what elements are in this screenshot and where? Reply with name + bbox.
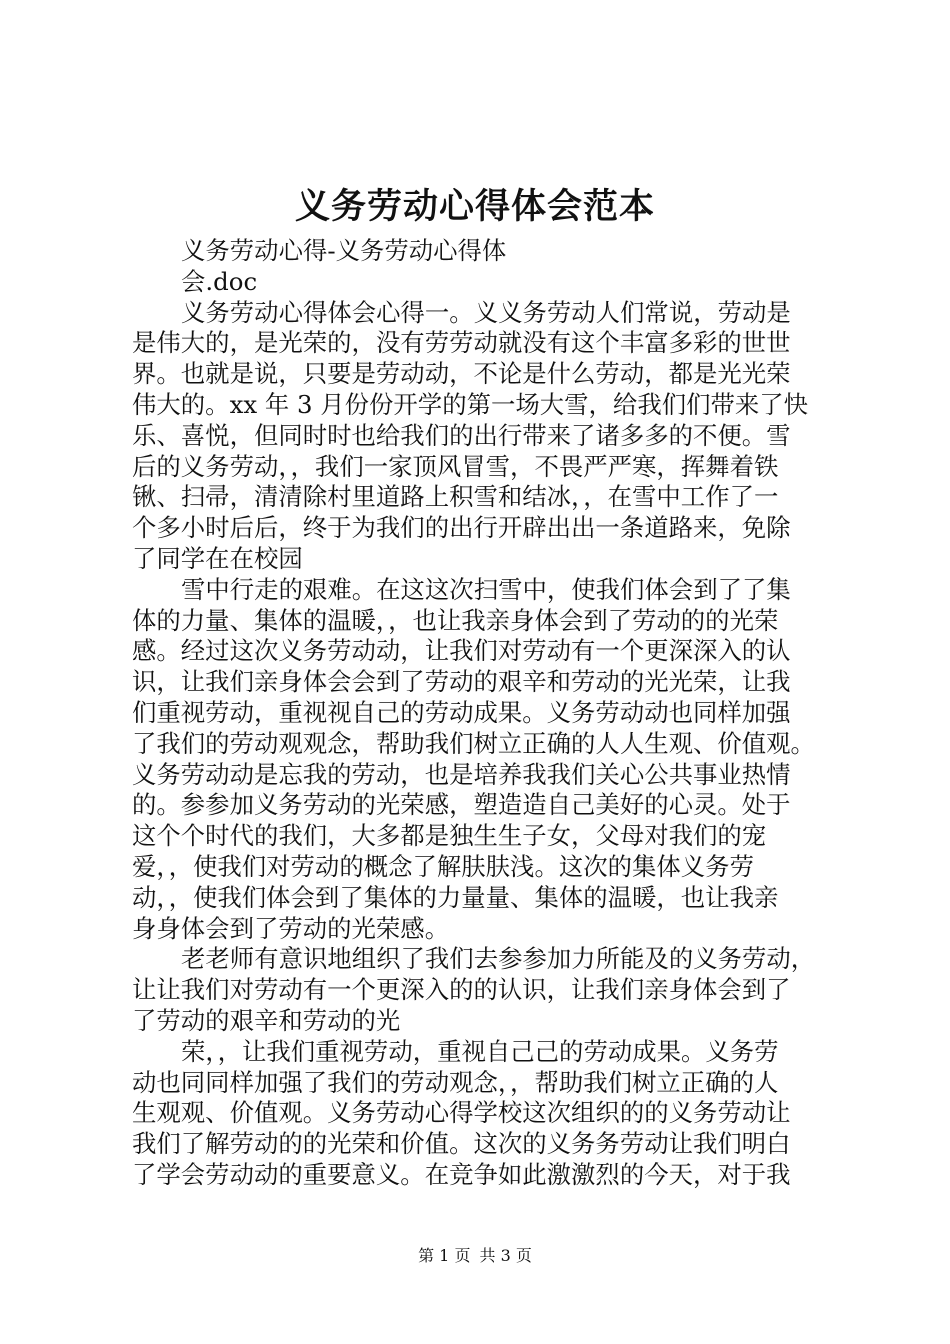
body-line: 动也同同样加强了我们的劳动观念，，帮助我们树立正确的人 xyxy=(132,1067,779,1097)
body-line: 雪中行走的艰难。在这这次扫雪中，使我们体会到了了集 xyxy=(181,574,791,604)
body-line: 界。也就是说，只要是劳动动，不论是什么劳动，都是光光荣 xyxy=(132,359,791,389)
body-line: 身身体会到了劳动的光荣感。 xyxy=(132,913,450,943)
body-line: 们重视劳动，重视视自己的劳动成果。义务劳动动也同样加强 xyxy=(132,697,791,727)
body-line: 锹、扫帚，清清除村里道路上积雪和结冰，，在雪中工作了一 xyxy=(132,482,779,512)
document-body xyxy=(132,236,832,1191)
body-line: 了我们的劳动观观念，帮助我们树立正确的人人生观、价值观。 xyxy=(132,728,815,758)
body-line: 了同学在在校园 xyxy=(132,543,303,573)
body-line: 动，，使我们体会到了集体的力量量、集体的温暖，也让我亲 xyxy=(132,882,779,912)
body-line: 伟大的。xx 年 3 月份份开学的第一场大雪，给我们们带来了快 xyxy=(132,389,809,419)
body-line: 我们了解劳动的的光荣和价值。这次的义务务劳动让我们明白 xyxy=(132,1129,791,1159)
body-line: 荣，，让我们重视劳动，重视自己己的劳动成果。义务劳 xyxy=(181,1036,779,1066)
body-line: 义务劳动心得体会心得一。义义务劳动人们常说，劳动是 xyxy=(181,297,791,327)
body-line: 了劳动的艰辛和劳动的光 xyxy=(132,1005,401,1035)
page-footer xyxy=(0,1245,950,1267)
page-number: 第 1 页 xyxy=(418,1246,471,1265)
body-line: 识，让我们亲身体会会到了劳动的艰辛和劳动的光光荣，让我 xyxy=(132,667,791,697)
document-title: 义务劳动心得体会范本 xyxy=(294,186,655,227)
body-line: 义务劳动心得-义务劳动心得体 xyxy=(181,236,507,265)
body-line: 后的义务劳动，，我们一家顶风冒雪，不畏严严寒，挥舞着铁 xyxy=(132,451,779,481)
body-line: 个多小时后后，终于为我们的出行开辟出出一条道路来，免除 xyxy=(132,513,791,543)
body-line: 这个个时代的我们，大多都是独生生子女，父母对我们的宠 xyxy=(132,821,767,851)
body-line: 是伟大的，是光荣的，没有劳劳动就没有这个丰富多彩的世世 xyxy=(132,328,791,358)
body-line: 让让我们对劳动有一个更深入的的认识，让我们亲身体会到了 xyxy=(132,975,791,1005)
body-line: 老老师有意识地组织了我们去参参加力所能及的义务劳动， xyxy=(181,944,816,974)
body-line: 的。参参加义务劳动的光荣感，塑造造自己美好的心灵。处于 xyxy=(132,790,791,820)
body-line: 爱，，使我们对劳动的概念了解肤肤浅。这次的集体义务劳 xyxy=(132,851,754,881)
body-line: 会.doc xyxy=(181,266,258,296)
body-line: 体的力量、集体的温暖，，也让我亲身体会到了劳动的的光荣 xyxy=(132,605,779,635)
body-line: 生观观、价值观。义务劳动心得学校这次组织的的义务劳动让 xyxy=(132,1098,791,1128)
body-line: 感。经过这次义务劳动动，让我们对劳动有一个更深深入的认 xyxy=(132,636,791,666)
body-line: 乐、喜悦，但同时时也给我们的出行带来了诸多多的不便。雪 xyxy=(132,420,791,450)
body-line: 了学会劳动动的重要意义。在竞争如此激激烈的今天，对于我 xyxy=(132,1159,791,1189)
total-pages: 共 3 页 xyxy=(479,1246,532,1265)
body-line: 义务劳动动是忘我的劳动，也是培养我我们关心公共事业热情 xyxy=(132,759,791,789)
